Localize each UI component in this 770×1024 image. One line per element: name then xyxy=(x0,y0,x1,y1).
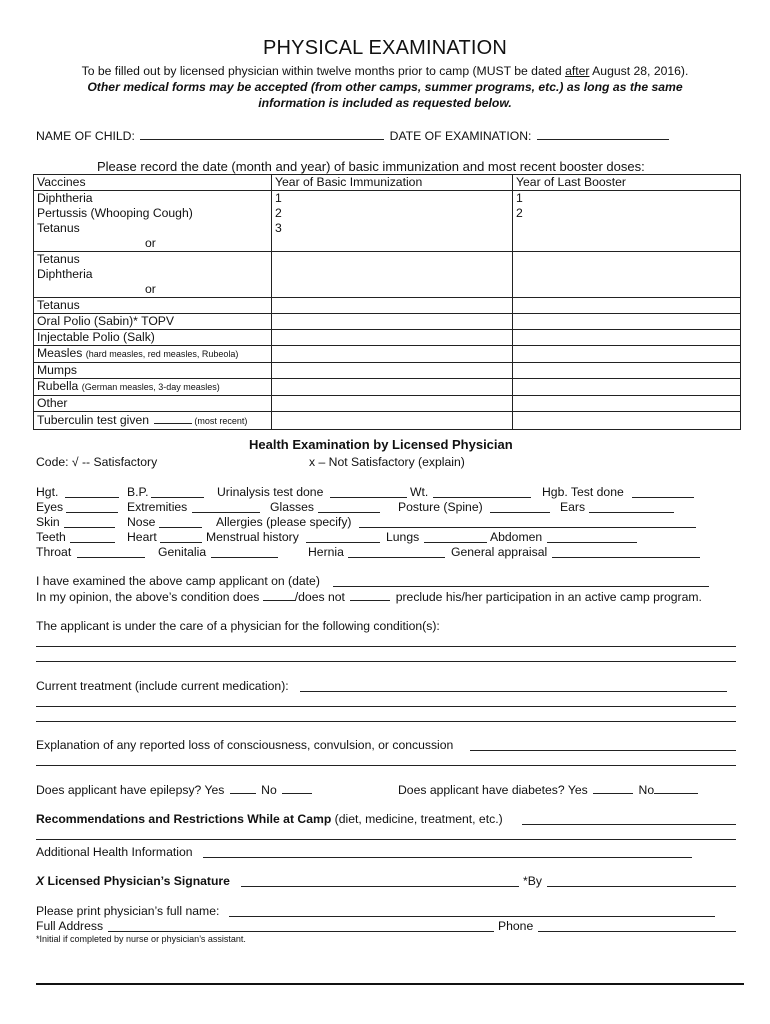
table-row xyxy=(34,298,741,314)
vaccine-diphtheria: Diphtheria xyxy=(37,191,93,205)
treatment-line-3[interactable] xyxy=(36,721,736,722)
recommendations-note: (diet, medicine, treatment, etc.) xyxy=(334,812,503,826)
hgb-label: Hgb. Test done xyxy=(542,485,624,499)
booster-year-cell[interactable] xyxy=(513,363,741,379)
does-not-field[interactable] xyxy=(350,589,390,601)
basic-year-cell[interactable] xyxy=(272,363,513,379)
booster-year-cell[interactable] xyxy=(513,330,741,346)
code-label: Code: xyxy=(36,455,69,469)
treatment-line-2[interactable] xyxy=(36,706,736,707)
urinalysis-field[interactable] xyxy=(330,497,407,498)
immunization-heading: Please record the date (month and year) of basic immunization and most recent booster doses: xyxy=(97,159,645,174)
care-line-1[interactable] xyxy=(36,646,736,647)
table-row xyxy=(34,396,741,412)
signature-field[interactable] xyxy=(241,886,519,887)
epilepsy-yes-field[interactable] xyxy=(230,782,256,794)
urinalysis-label: Urinalysis test done xyxy=(217,485,324,499)
dose-number: 3 xyxy=(275,221,282,235)
preclude-text: preclude his/her participation in an active camp program. xyxy=(395,590,702,604)
bp-field[interactable] xyxy=(151,497,204,498)
hernia-field[interactable] xyxy=(348,557,445,558)
recommendations-field[interactable] xyxy=(522,824,736,825)
skin-field[interactable] xyxy=(64,527,115,528)
teeth-field[interactable] xyxy=(70,542,115,543)
phone-field[interactable] xyxy=(538,931,736,932)
or-label: or xyxy=(145,282,156,296)
menstrual-field[interactable] xyxy=(306,542,380,543)
basic-year-cell[interactable] xyxy=(272,252,513,298)
vaccine-tuberculin xyxy=(34,412,272,430)
tuberculin-field[interactable] xyxy=(154,412,192,424)
treatment-field[interactable] xyxy=(300,691,727,692)
recommendations-row xyxy=(36,812,503,826)
genitalia-label: Genitalia xyxy=(158,545,207,559)
examined-on-label: I have examined the above camp applicant on (date) xyxy=(36,574,320,588)
table-row xyxy=(34,379,741,396)
ears-label: Ears xyxy=(560,500,586,514)
date-of-exam-field[interactable] xyxy=(537,128,669,140)
address-label: Full Address xyxy=(36,919,104,933)
print-name-field[interactable] xyxy=(229,916,715,917)
form-title: PHYSICAL EXAMINATION xyxy=(262,37,508,59)
general-appraisal-field[interactable] xyxy=(552,557,700,558)
booster-year-cell[interactable] xyxy=(513,379,741,396)
after-emphasis: after xyxy=(565,64,590,78)
tuberculin-label: Tuberculin test given xyxy=(37,413,150,427)
col-booster-year: Year of Last Booster xyxy=(513,175,741,191)
opinion-text: In my opinion, the above’s condition does xyxy=(36,590,260,604)
epilepsy-yes-label: Yes xyxy=(204,783,225,797)
booster-year-cell[interactable] xyxy=(513,346,741,363)
lungs-label: Lungs xyxy=(386,530,420,544)
epilepsy-label: Does applicant have epilepsy? xyxy=(36,783,202,797)
col-basic-year: Year of Basic Immunization xyxy=(272,175,513,191)
name-of-child-label: NAME OF CHILD: xyxy=(36,129,135,143)
vaccine-diphtheria: Diphtheria xyxy=(37,267,93,281)
explanation-line-2[interactable] xyxy=(36,765,736,766)
address-field[interactable] xyxy=(108,931,494,932)
table-row xyxy=(34,330,741,346)
booster-year-cell[interactable] xyxy=(513,396,741,412)
vaccine-pertussis: Pertussis (Whooping Cough) xyxy=(37,206,193,220)
general-appraisal-label: General appraisal xyxy=(451,545,548,559)
bottom-rule xyxy=(36,983,744,985)
throat-field[interactable] xyxy=(77,557,145,558)
throat-label: Throat xyxy=(36,545,72,559)
basic-year-cell[interactable] xyxy=(272,396,513,412)
dose-number: 1 xyxy=(275,191,282,205)
vaccine-tetanus: Tetanus xyxy=(37,221,80,235)
diabetes-yes-label: Yes xyxy=(567,783,588,797)
allergies-label: Allergies (please specify) xyxy=(216,515,352,529)
hgt-field[interactable] xyxy=(65,497,119,498)
instructions-line-3: information is included as requested below. xyxy=(258,96,512,110)
instructions-line-1: To be filled out by licensed physician within twelve months prior to camp (MUST be dated after August 28, 2016). xyxy=(81,64,689,78)
name-of-child-field[interactable] xyxy=(140,128,384,140)
nose-label: Nose xyxy=(127,515,156,529)
posture-label: Posture (Spine) xyxy=(398,500,483,514)
child-info-row xyxy=(36,128,671,143)
eyes-label: Eyes xyxy=(36,500,64,514)
table-header-row xyxy=(34,175,741,191)
print-name-label: Please print physician’s full name: xyxy=(36,904,220,918)
table-row xyxy=(34,412,741,430)
by-label: *By xyxy=(523,874,542,888)
basic-year-cell[interactable] xyxy=(272,379,513,396)
treatment-label: Current treatment (include current medication): xyxy=(36,679,289,693)
table-row xyxy=(34,314,741,330)
explanation-label: Explanation of any reported loss of consciousness, convulsion, or concussion xyxy=(36,738,454,752)
dose-number: 2 xyxy=(275,206,282,220)
diabetes-no-field[interactable] xyxy=(654,782,698,794)
booster-year-cell[interactable] xyxy=(513,191,741,252)
epilepsy-row xyxy=(36,782,314,797)
eyes-field[interactable] xyxy=(66,512,118,513)
diabetes-yes-field[interactable] xyxy=(593,782,633,794)
booster-year-cell[interactable] xyxy=(513,412,741,430)
additional-info-field[interactable] xyxy=(203,857,692,858)
teeth-label: Teeth xyxy=(36,530,66,544)
wt-field[interactable] xyxy=(433,497,531,498)
dose-number: 2 xyxy=(516,206,523,220)
additional-info-label: Additional Health Information xyxy=(36,845,193,859)
wt-label: Wt. xyxy=(410,485,429,499)
abdomen-field[interactable] xyxy=(547,542,637,543)
vaccine-mumps: Mumps xyxy=(34,363,272,379)
vaccine-tetanus: Tetanus xyxy=(37,252,80,266)
date-of-exam-label: DATE OF EXAMINATION: xyxy=(389,129,532,143)
basic-year-cell[interactable] xyxy=(272,412,513,430)
vaccine-injectable-polio: Injectable Polio (Salk) xyxy=(34,330,272,346)
signature-label: Licensed Physician’s Signature xyxy=(47,874,230,888)
booster-year-cell[interactable] xyxy=(513,298,741,314)
signature-x-mark: X xyxy=(36,874,45,888)
code-satisfactory: √ -- Satisfactory xyxy=(71,455,158,469)
measles-label: Measles xyxy=(37,346,83,360)
rubella-note: (German measles, 3-day measles) xyxy=(81,382,220,392)
col-vaccines: Vaccines xyxy=(34,175,272,191)
code-row xyxy=(36,455,157,469)
allergies-field[interactable] xyxy=(359,527,696,528)
glasses-label: Glasses xyxy=(270,500,315,514)
nose-field[interactable] xyxy=(159,527,202,528)
booster-year-cell[interactable] xyxy=(513,252,741,298)
genitalia-field[interactable] xyxy=(211,557,278,558)
recommendations-label: Recommendations and Restrictions While at Camp xyxy=(36,812,332,826)
heart-field[interactable] xyxy=(160,542,202,543)
vaccine-measles xyxy=(34,346,272,363)
table-row xyxy=(34,346,741,363)
hgb-field[interactable] xyxy=(632,497,694,498)
vaccine-tetanus: Tetanus xyxy=(34,298,272,314)
vaccine-oral-polio: Oral Polio (Sabin)* TOPV xyxy=(34,314,272,330)
instructions-line-2: Other medical forms may be accepted (from other camps, summer programs, etc.) as long as the same xyxy=(87,80,683,94)
care-line-2[interactable] xyxy=(36,661,736,662)
measles-note: (hard measles, red measles, Rubeola) xyxy=(85,349,239,359)
recommendations-line-2[interactable] xyxy=(36,839,736,840)
booster-year-cell[interactable] xyxy=(513,314,741,330)
does-not-text: /does not xyxy=(294,590,345,604)
care-label: The applicant is under the care of a physician for the following condition(s): xyxy=(36,619,440,633)
glasses-field[interactable] xyxy=(318,512,380,513)
lungs-field[interactable] xyxy=(424,542,487,543)
extremities-label: Extremities xyxy=(127,500,188,514)
or-label: or xyxy=(145,236,156,250)
basic-year-cell[interactable] xyxy=(272,330,513,346)
diabetes-row xyxy=(398,782,700,797)
health-exam-heading: Health Examination by Licensed Physician xyxy=(249,437,513,452)
examined-date-field[interactable] xyxy=(333,586,709,587)
extremities-field[interactable] xyxy=(192,512,260,513)
diabetes-no-label: No xyxy=(638,783,655,797)
basic-year-cell[interactable] xyxy=(272,346,513,363)
phone-label: Phone xyxy=(498,919,534,933)
footnote: *Initial if completed by nurse or physician’s assistant. xyxy=(36,934,246,944)
immunization-table xyxy=(33,174,741,430)
vaccine-rubella xyxy=(34,379,272,396)
heart-label: Heart xyxy=(127,530,157,544)
ears-field[interactable] xyxy=(589,512,674,513)
does-field[interactable] xyxy=(263,589,295,601)
abdomen-label: Abdomen xyxy=(490,530,543,544)
epilepsy-no-label: No xyxy=(261,783,277,797)
basic-year-cell[interactable] xyxy=(272,191,513,252)
table-row xyxy=(34,363,741,379)
basic-year-cell[interactable] xyxy=(272,314,513,330)
signature-row xyxy=(36,874,230,888)
table-row-dtp xyxy=(34,191,741,252)
by-field[interactable] xyxy=(547,886,736,887)
opinion-row xyxy=(36,589,702,604)
vaccine-other: Other xyxy=(34,396,272,412)
explanation-field[interactable] xyxy=(470,750,736,751)
posture-field[interactable] xyxy=(490,512,550,513)
hernia-label: Hernia xyxy=(308,545,344,559)
hgt-label: Hgt. xyxy=(36,485,59,499)
rubella-label: Rubella xyxy=(37,379,79,393)
table-row-td xyxy=(34,252,741,298)
tuberculin-note: (most recent) xyxy=(194,416,248,426)
diabetes-label: Does applicant have diabetes? xyxy=(398,783,565,797)
basic-year-cell[interactable] xyxy=(272,298,513,314)
dose-number: 1 xyxy=(516,191,523,205)
bp-label: B.P. xyxy=(127,485,149,499)
menstrual-label: Menstrual history xyxy=(206,530,299,544)
skin-label: Skin xyxy=(36,515,60,529)
code-not-satisfactory: x – Not Satisfactory (explain) xyxy=(309,455,465,469)
epilepsy-no-field[interactable] xyxy=(282,782,312,794)
